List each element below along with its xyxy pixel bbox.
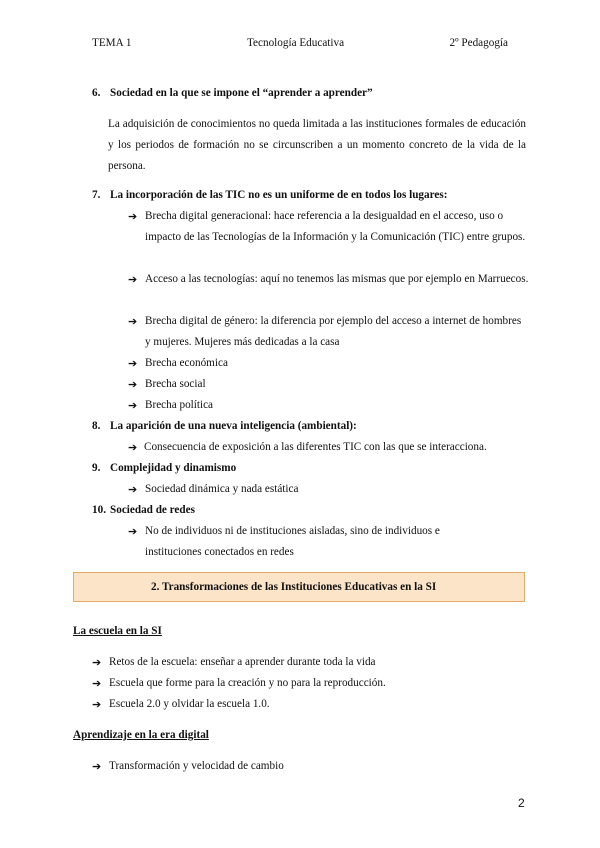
list-item: Brecha digital de género: la diferencia por ejemplo del acceso a internet de hombres y mujeres. Mujeres más dedicadas a la casa xyxy=(145,315,522,348)
list-item: Brecha social xyxy=(145,378,206,390)
arrow-icon: ➔ xyxy=(128,526,138,538)
arrow-icon: ➔ xyxy=(92,761,102,773)
item-title: La aparición de una nueva inteligencia (ambiental): xyxy=(110,420,357,432)
list-item: Escuela 2.0 y olvidar la escuela 1.0. xyxy=(109,698,270,710)
list-item: Brecha digital generacional: hace referencia a la desigualdad en el acceso, uso o impacto de las Tecnologías de la Información y la Comunicación (TIC) entre grupos. xyxy=(145,210,526,243)
page-header xyxy=(92,37,508,51)
list-item: Brecha económica xyxy=(145,357,228,369)
arrow-icon: ➔ xyxy=(92,657,102,669)
item-number: 7. xyxy=(92,189,101,201)
arrow-icon: ➔ xyxy=(92,678,102,690)
section-heading: Aprendizaje en la era digital xyxy=(73,729,209,741)
arrow-icon: ➔ xyxy=(128,358,138,370)
item-title: Sociedad en la que se impone el “aprender a aprender” xyxy=(110,87,373,99)
list-item: Retos de la escuela: enseñar a aprender durante toda la vida xyxy=(109,656,376,668)
arrow-icon: ➔ xyxy=(128,211,138,223)
page-number: 2 xyxy=(518,796,525,810)
section-banner-title: 2. Transformaciones de las Instituciones Educativas en la SI xyxy=(151,581,437,593)
section-heading: La escuela en la SI xyxy=(73,625,162,637)
arrow-icon: ➔ xyxy=(128,484,138,496)
header-course: Tecnología Educativa xyxy=(247,37,345,49)
item-title: La incorporación de las TIC no es un uniforme de en todos los lugares: xyxy=(110,189,448,201)
arrow-icon: ➔ xyxy=(92,699,102,711)
arrow-icon: ➔ xyxy=(128,316,138,328)
item-number: 9. xyxy=(92,462,101,474)
list-item: Escuela que forme para la creación y no para la reproducción. xyxy=(109,677,386,689)
arrow-icon: ➔ xyxy=(128,274,138,286)
item-number: 8. xyxy=(92,420,101,432)
arrow-icon: ➔ xyxy=(128,379,138,391)
list-item: No de individuos ni de instituciones aisladas, sino de individuos e instituciones conectados en redes xyxy=(145,525,440,558)
list-item: Sociedad dinámica y nada estática xyxy=(145,483,299,495)
arrow-icon: ➔ xyxy=(128,400,138,412)
list-item: Brecha política xyxy=(145,399,214,411)
item-title: Sociedad de redes xyxy=(110,504,195,516)
list-item: Transformación y velocidad de cambio xyxy=(109,760,284,772)
list-item: Acceso a las tecnologías: aquí no tenemos las mismas que por ejemplo en Marruecos. xyxy=(145,273,529,285)
list-item: Consecuencia de exposición a las diferentes TIC con las que se interacciona. xyxy=(144,441,487,453)
item-number: 6. xyxy=(92,87,101,99)
item-paragraph: La adquisición de conocimientos no queda limitada a las instituciones formales de educación y los periodos de formación no se circunscriben a un momento concreto de la vida de la persona. xyxy=(108,118,526,172)
arrow-icon: ➔ xyxy=(128,442,138,454)
item-number: 10. xyxy=(92,504,106,516)
header-degree: 2º Pedagogía xyxy=(449,37,508,49)
header-topic: TEMA 1 xyxy=(92,37,132,49)
item-title: Complejidad y dinamismo xyxy=(110,462,237,474)
section-banner xyxy=(73,572,525,602)
